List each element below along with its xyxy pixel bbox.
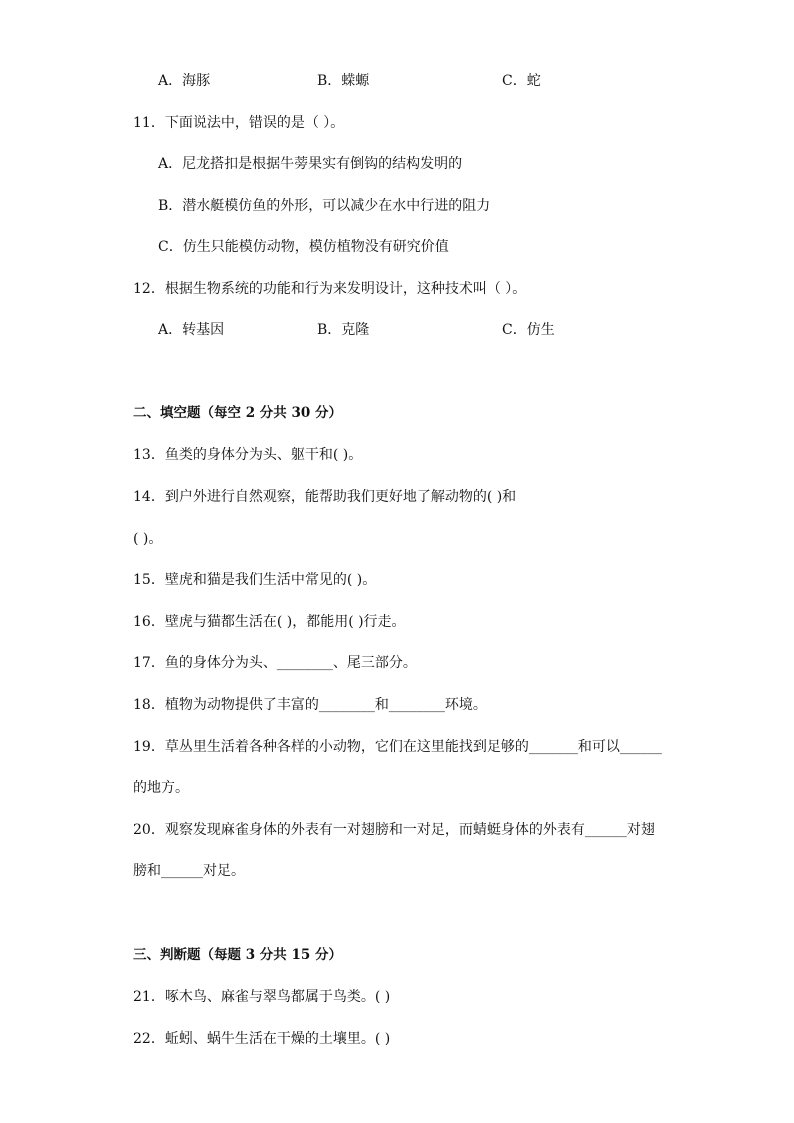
q16: 16．壁虎与猫都生活在( )，都能用( )行走。: [133, 614, 406, 630]
q11-stem: 11．下面说法中，错误的是（ ）。: [133, 115, 345, 131]
q21: 21．啄木鸟、麻雀与翠鸟都属于鸟类。( ): [133, 989, 391, 1005]
q10-option-a: A．海豚: [158, 73, 211, 89]
q20-line1: 20．观察发现麻雀身体的外表有一对翅膀和一对足，而蜻蜓身体的外表有______对翅: [133, 822, 655, 838]
q14-line2: ( )。: [133, 531, 163, 547]
q10-option-c: C．蛇: [502, 73, 541, 89]
q12-stem: 12．根据生物系统的功能和行为来发明设计，这种技术叫（ ）。: [133, 281, 527, 297]
q12-option-b: B．克隆: [317, 322, 370, 338]
q11-option-c: C．仿生只能模仿动物，模仿植物没有研究价值: [158, 239, 449, 255]
section-true-false-title: 三、判断题（每题 3 分共 15 分）: [133, 947, 342, 963]
section-fill-in-title: 二、填空题（每空 2 分共 30 分）: [133, 405, 342, 421]
q17: 17．鱼的身体分为头、________、尾三部分。: [133, 655, 417, 671]
q14-line1: 14．到户外进行自然观察，能帮助我们更好地了解动物的( )和: [133, 489, 517, 505]
q18: 18．植物为动物提供了丰富的________和________环境。: [133, 697, 487, 713]
q12-option-c: C．仿生: [502, 322, 555, 338]
q20-line2: 膀和______对足。: [133, 863, 245, 879]
q19-line1: 19．草丛里生活着各种各样的小动物，它们在这里能找到足够的_______和可以______: [133, 739, 662, 755]
q22: 22．蚯蚓、蜗牛生活在干燥的土壤里。( ): [133, 1031, 391, 1047]
q11-option-a: A．尼龙搭扣是根据牛蒡果实有倒钩的结构发明的: [158, 156, 463, 172]
q13: 13．鱼类的身体分为头、躯干和( )。: [133, 447, 363, 463]
q19-line2: 的地方。: [133, 780, 189, 796]
q15: 15．壁虎和猫是我们生活中常见的( )。: [133, 572, 377, 588]
q12-option-a: A．转基因: [158, 322, 225, 338]
q11-option-b: B．潜水艇模仿鱼的外形，可以减少在水中行进的阻力: [158, 198, 491, 214]
q10-option-b: B．蝾螈: [317, 73, 370, 89]
